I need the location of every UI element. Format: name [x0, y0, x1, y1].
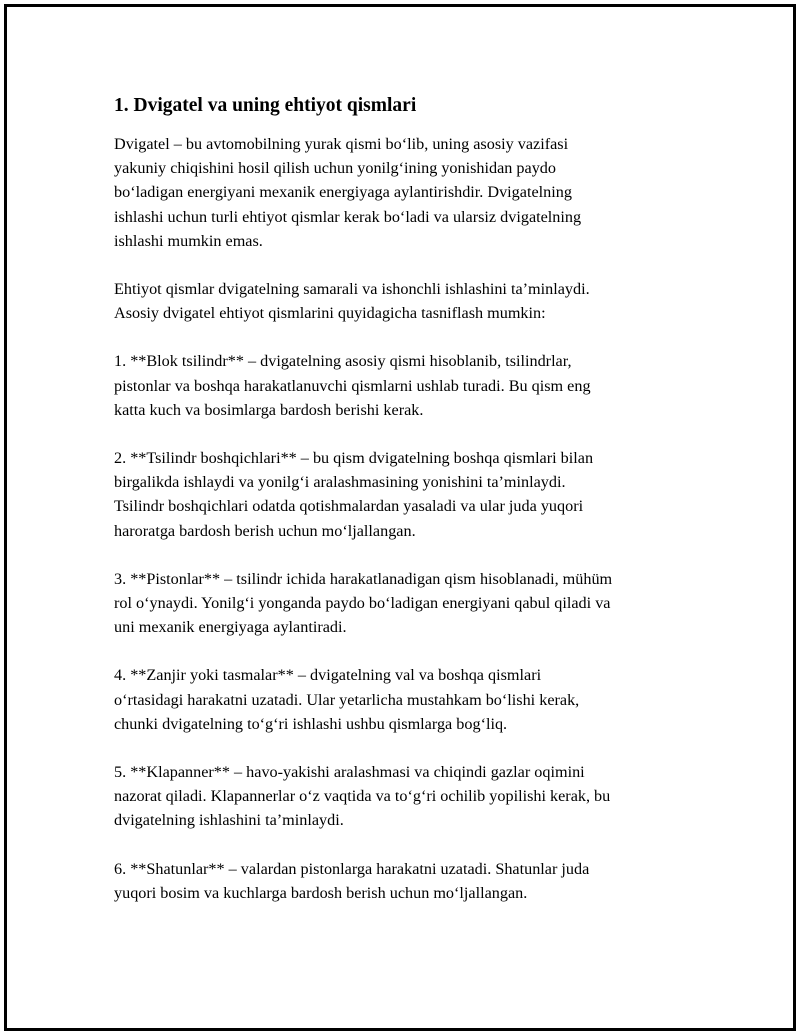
list-item-zanjir-tasmalar: 4. **Zanjir yoki tasmalar** – dvigatelning val va boshqa qismlari o‘rtasidagi harakatni uzatadi. Ular yetarlicha mustahkam bo‘lishi kerak, chunki dvigatelning to‘g‘ri ishlashi ushbu qismlarga bog‘liq.	[114, 666, 580, 733]
list-item-shatunlar: 6. **Shatunlar** – valardan pistonlarga harakatni uzatadi. Shatunlar juda yuqori bosim va kuchlarga bardosh berish uchun mo‘ljallangan.	[114, 859, 590, 902]
list-item-block-tsilindr: 1. **Blok tsilindr** – dvigatelning asosiy qismi hisoblanib, tsilindrlar, pistonlar va boshqa harakatlanuvchi qismlarni ushlab turadi. Bu qism eng katta kuch va bosimlarga bardosh berishi kerak.	[114, 352, 591, 419]
document-body	[114, 92, 694, 929]
list-item-klapanner: 5. **Klapanner** – havo-yakishi aralashmasi va chiqindi gazlar oqimini nazorat qiladi. Klapannerlar o‘z vaqtida va to‘g‘ri ochilib yopilishi kerak, bu dvigatelning ishlashini ta’minlaydi.	[114, 763, 611, 830]
list-item-pistonlar: 3. **Pistonlar** – tsilindr ichida harakatlanadigan qism hisoblanadi, mühüm rol o‘ynaydi. Yonilg‘i yonganda paydo bo‘ladigan energiyani qabul qiladi va uni mexanik energiyaga aylantiradi.	[114, 569, 613, 637]
paragraph-overview: Ehtiyot qismlar dvigatelning samarali va ishonchli ishlashini ta’minlaydi. Asosiy dvigatel ehtiyot qismlarini quyidagicha tasniflash mumkin:	[114, 280, 590, 323]
paragraph-intro: Dvigatel – bu avtomobilning yurak qismi bo‘lib, uning asosiy vazifasi yakuniy chiqishini hosil qilish uchun yonilg‘ining yonishidan paydo bo‘ladigan energiyani mexanik energiyaga aylantirishdir. Dvigatelning ishlashi uchun turli ehtiyot qismlar kerak bo‘ladi va ularsiz dvigatelning ishlashi mumkin emas.	[114, 135, 582, 250]
list-item-tsilindr-boshqichlari: 2. **Tsilindr boshqichlari** – bu qism dvigatelning boshqa qismlari bilan birgalikda ishlaydi va yonilg‘i aralashmasining yonishini ta’minlaydi. Tsilindr boshqichlari odatda qotishmalardan yasaladi va ular juda yuqori haroratga bardosh berish uchun mo‘ljallangan.	[114, 449, 594, 540]
section-heading: 1. Dvigatel va uning ehtiyot qismlari	[114, 95, 417, 116]
